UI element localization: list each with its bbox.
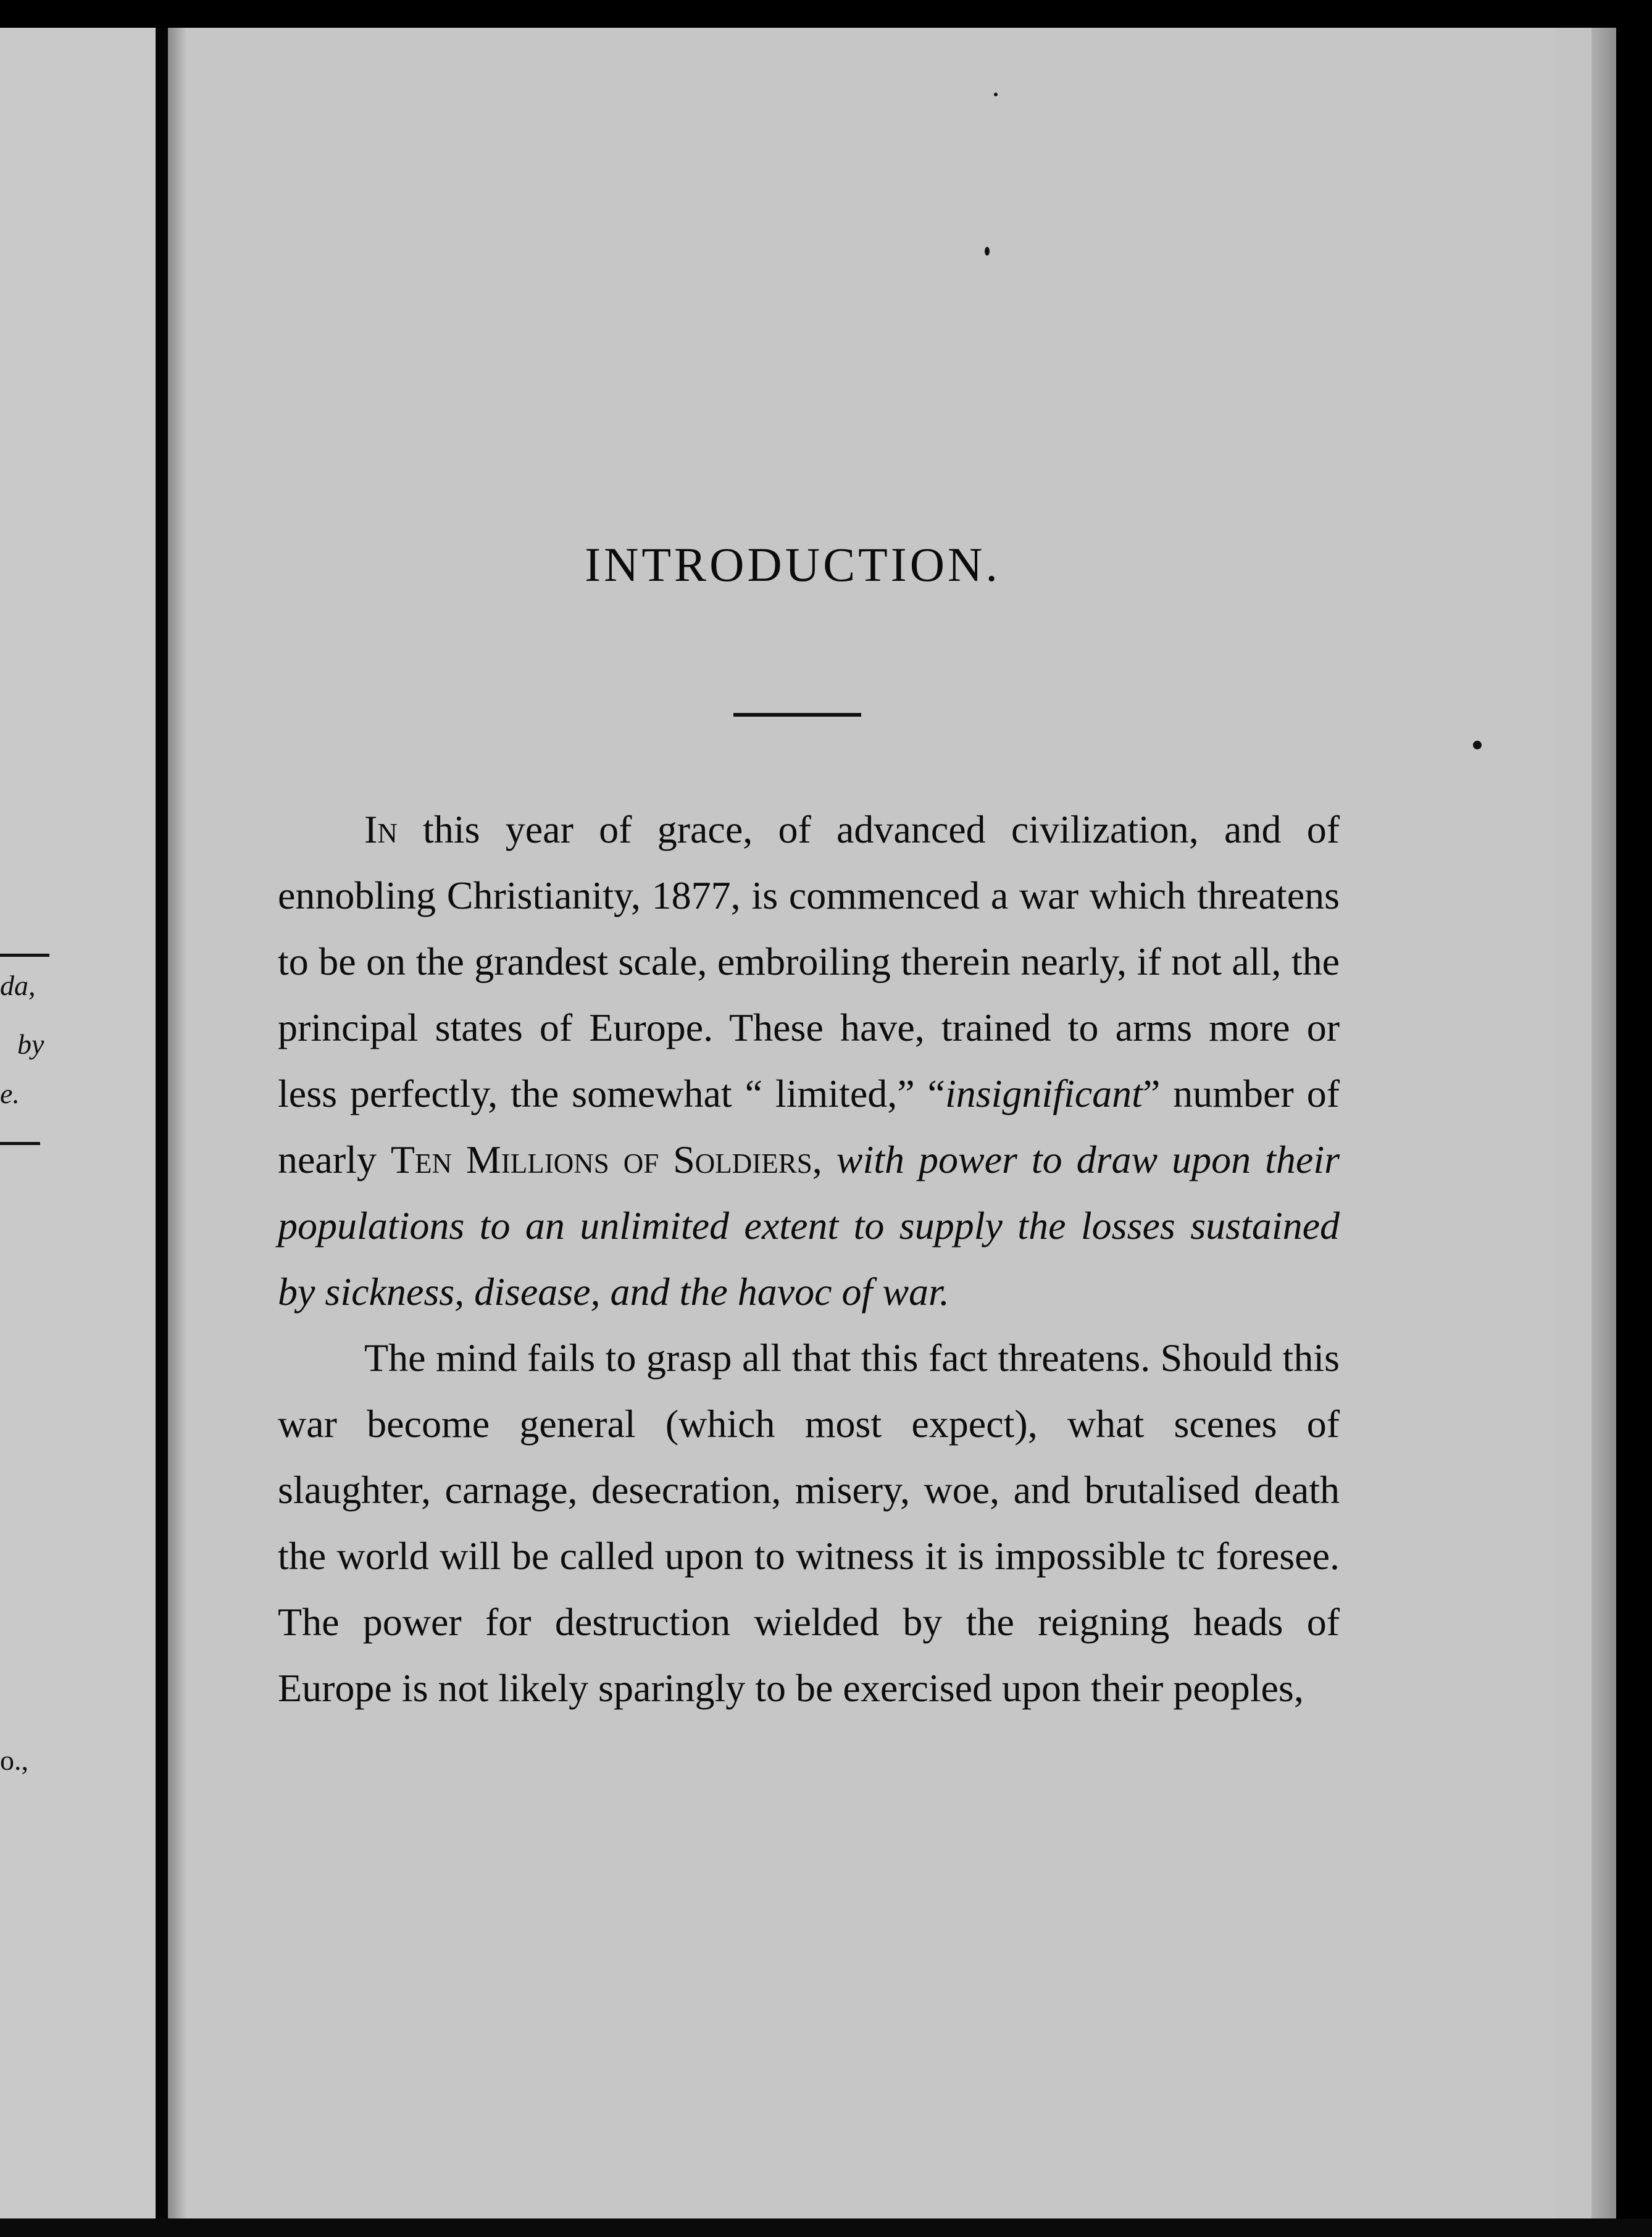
title-rule bbox=[733, 713, 861, 717]
paragraph-2 bbox=[278, 1325, 1340, 1721]
drop-lead: In bbox=[364, 807, 398, 851]
scan-speck bbox=[994, 93, 998, 96]
scan-speck bbox=[985, 247, 990, 256]
book-gutter bbox=[156, 28, 168, 2228]
scan-top-edge bbox=[0, 0, 1652, 28]
paragraph-text: , bbox=[812, 1138, 836, 1181]
facing-rule bbox=[0, 1142, 40, 1145]
facing-page-strip bbox=[0, 28, 156, 2228]
page-title: INTRODUCTION. bbox=[585, 538, 1001, 591]
facing-fragment: by bbox=[17, 1028, 44, 1060]
facing-fragment: o., bbox=[0, 1744, 28, 1776]
paragraph-text: The mind fails to grasp all that this fact threatens. Should this war become general (which most expect), what scenes of slaughter, carnage, desecration, misery, woe, and brutalised death the world will be called upon to witness it is impossible tc foresee. The power for destruction wielded by the reigning heads of Europe is not likely sparingly to be exercised upon their peoples, bbox=[278, 1336, 1340, 1710]
italic-text: with power to draw upon their populations to an unlimited extent to supply the losses sustained by sickness, disease, and the havoc of war. bbox=[278, 1138, 1340, 1314]
paragraph-text: this year of grace, of advanced civilization, and of ennobling Christianity, 1877, is commenced a war which threatens to be on the grandest scale, embroiling therein nearly, if not all, the principal states of Europe. These have, trained to arms more or less perfectly, the somewhat “ limited,” “ bbox=[278, 807, 1340, 1115]
facing-fragment: da, bbox=[0, 970, 36, 1001]
page-edge bbox=[1592, 28, 1616, 2237]
body-text bbox=[278, 796, 1340, 1721]
scan-bottom-edge bbox=[0, 2218, 1652, 2237]
italic-text: insignificant bbox=[945, 1072, 1143, 1115]
smallcaps-text: Ten Millions of Soldiers bbox=[390, 1138, 812, 1181]
scan-right-edge bbox=[1616, 0, 1652, 2237]
scan-speck bbox=[1473, 741, 1482, 749]
gutter-shadow bbox=[168, 28, 186, 2228]
paragraph-text: ” number of nearly bbox=[278, 1072, 1340, 1181]
paragraph-1 bbox=[278, 796, 1340, 1325]
facing-fragment: e. bbox=[0, 1078, 20, 1109]
facing-rule bbox=[0, 954, 49, 957]
